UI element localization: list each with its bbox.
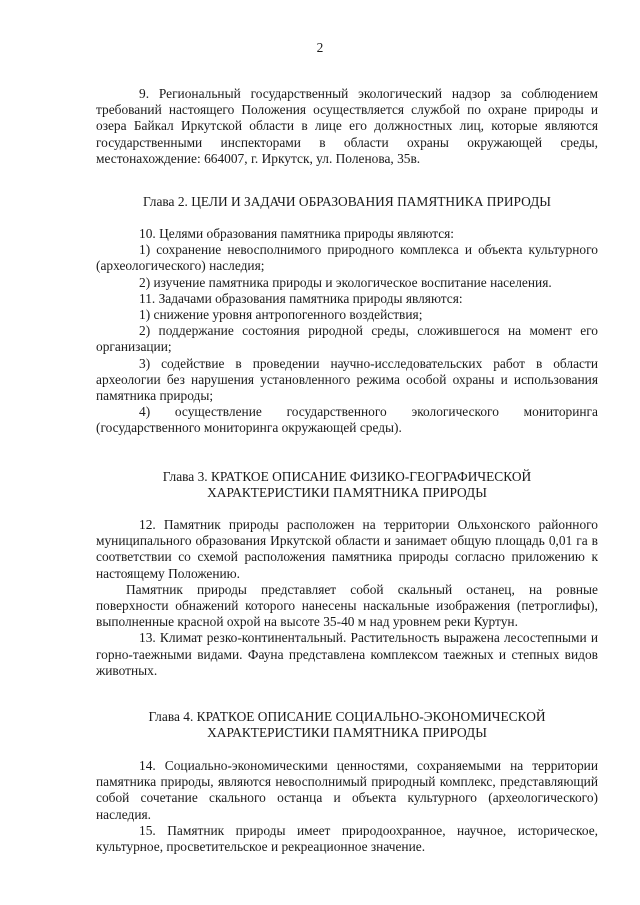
list-item: 3) содействие в проведении научно-исследовательских работ в области археологии без нарушения установленного режима особой охраны и использования памятника природы; bbox=[96, 355, 598, 404]
chapter-4-heading bbox=[96, 709, 598, 741]
chapter-2-heading bbox=[96, 194, 598, 210]
paragraph-14: 14. Социально-экономическими ценностями, сохраняемыми на территории памятника природы, являются невосполнимый природный комплекс, представляющий собой сочетание скального останца и объекта культурного (археологического) наследия. bbox=[96, 758, 598, 822]
paragraph-13: 13. Климат резко-континентальный. Растительность выражена лесостепными и горно-таежными видами. Фауна представлена комплексом таежных и степных видов животных. bbox=[96, 630, 598, 678]
list-item: 2) поддержание состояния риродной среды, сложившегося на момент его организации; bbox=[96, 323, 598, 355]
chapter-heading-line: Глава 2. ЦЕЛИ И ЗАДАЧИ ОБРАЗОВАНИЯ ПАМЯТНИКА ПРИРОДЫ bbox=[143, 194, 551, 209]
list-item: 1) сохранение невосполнимого природного комплекса и объекта культурного (археологического) наследия; bbox=[96, 242, 598, 274]
chapter-4-body bbox=[96, 758, 598, 855]
chapter-3-body bbox=[96, 517, 598, 679]
chapter-3-heading bbox=[96, 469, 598, 501]
paragraph-petroglyphs: Памятник природы представляет собой скальный останец, на ровные поверхности обнажений которого нанесены наскальные изображения (петроглифы), выполненные красной охрой на высоте 35-40 м над уровнем реки Куртун. bbox=[96, 581, 598, 630]
paragraph-15: 15. Памятник природы имеет природоохранное, научное, историческое, культурное, просветительское и рекреационное значение. bbox=[96, 822, 598, 855]
paragraph-9: 9. Региональный государственный экологический надзор за соблюдением требований настоящего Положения осуществляется службой по охране природы и озера Байкал Иркутской области в лице его должностных лиц, которые являются государственными инспекторами в области охраны окружающей среды, местонахождение: 664007, г. Иркутск, ул. Поленова, 35в. bbox=[96, 86, 598, 166]
page-number: 2 bbox=[316, 40, 324, 55]
paragraph-11: 11. Задачами образования памятника природы являются: bbox=[139, 290, 463, 306]
paragraph-12: 12. Памятник природы расположен на территории Ольхонского районного муниципального образования Иркутской области и занимает общую площадь 0,01 га в соответствии со схемой расположения памятника природы согласно приложению к настоящему Положению. bbox=[96, 517, 598, 581]
chapter-heading-line: Глава 4. КРАТКОЕ ОПИСАНИЕ СОЦИАЛЬНО-ЭКОНОМИЧЕСКОЙ bbox=[148, 709, 546, 724]
chapter-2-body bbox=[96, 226, 598, 437]
list-item: 4) осуществление государственного экологического мониторинга (государственного мониторинга окружающей среды). bbox=[96, 404, 598, 436]
section-9 bbox=[96, 86, 598, 167]
chapter-heading-line: ХАРАКТЕРИСТИКИ ПАМЯТНИКА ПРИРОДЫ bbox=[207, 485, 487, 501]
chapter-heading-line: ХАРАКТЕРИСТИКИ ПАМЯТНИКА ПРИРОДЫ bbox=[207, 725, 487, 741]
paragraph-10: 10. Целями образования памятника природы являются: bbox=[139, 226, 455, 241]
chapter-heading-line: Глава 3. КРАТКОЕ ОПИСАНИЕ ФИЗИКО-ГЕОГРАФИЧЕСКОЙ bbox=[162, 469, 532, 484]
list-item: 1) снижение уровня антропогенного воздействия; bbox=[139, 307, 423, 323]
list-item: 2) изучение памятника природы и экологическое воспитание населения. bbox=[139, 274, 552, 290]
